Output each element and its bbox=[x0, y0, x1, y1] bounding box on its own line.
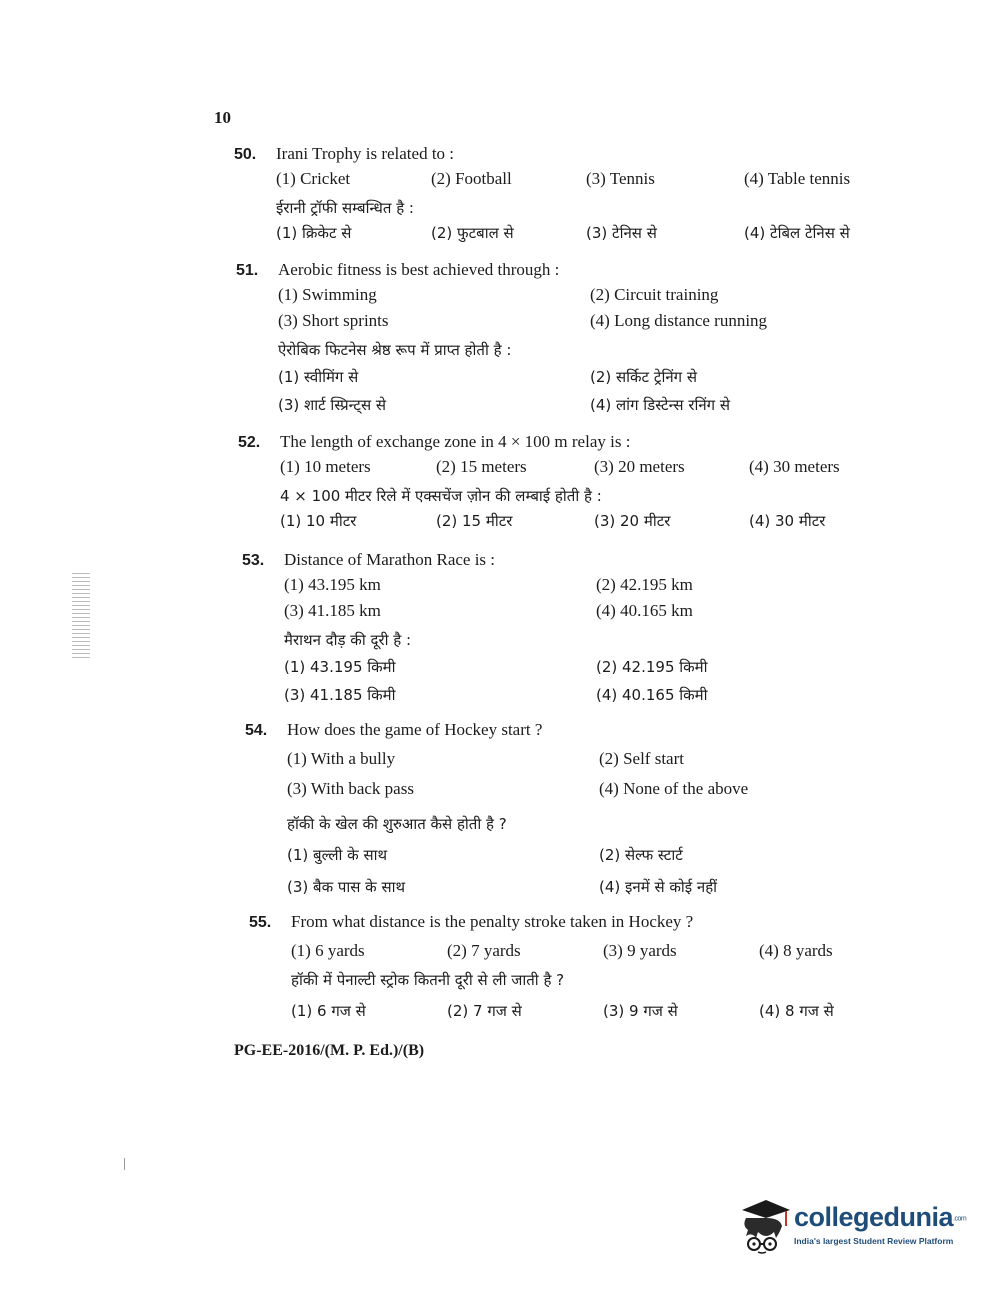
option-4-hi: (4) इनमें से कोई नहीं bbox=[599, 878, 718, 896]
paper-code: PG-EE-2016/(M. P. Ed.)/(B) bbox=[234, 1042, 425, 1059]
option-4-en: (4) 8 yards bbox=[759, 941, 833, 960]
option-2-en: (2) Football bbox=[431, 169, 512, 188]
option-1-en: (1) 10 meters bbox=[280, 457, 371, 476]
option-3-hi: (3) 41.185 किमी bbox=[284, 686, 396, 704]
question-number: 53. bbox=[242, 552, 265, 569]
option-4-en: (4) Table tennis bbox=[744, 169, 851, 188]
question-number: 55. bbox=[249, 914, 272, 931]
question-text-hi: हॉकी में पेनाल्टी स्ट्रोक कितनी दूरी से ली जाती है ? bbox=[291, 971, 565, 989]
option-3-hi: (3) शार्ट स्प्रिन्ट्स से bbox=[278, 396, 387, 414]
option-4-hi: (4) लांग डिस्टेन्स रनिंग से bbox=[590, 396, 731, 414]
option-1-hi: (1) 10 मीटर bbox=[280, 512, 357, 530]
question-number: 52. bbox=[238, 434, 261, 451]
question-text-en: How does the game of Hockey start ? bbox=[287, 720, 543, 739]
question-text-hi: 4 × 100 मीटर रिले में एक्सचेंज ज़ोन की लम्बाई होती है : bbox=[280, 487, 602, 505]
option-2-en: (2) 7 yards bbox=[447, 941, 521, 960]
question-text-hi: ईरानी ट्रॉफी सम्बन्धित है : bbox=[276, 199, 414, 217]
question-52 bbox=[238, 430, 888, 537]
option-1-hi: (1) 43.195 किमी bbox=[284, 658, 396, 676]
question-55 bbox=[249, 910, 899, 1027]
question-53 bbox=[242, 548, 892, 711]
option-4-en: (4) 40.165 km bbox=[596, 601, 693, 620]
option-1-en: (1) With a bully bbox=[287, 749, 396, 768]
option-2-hi: (2) सेल्फ स्टार्ट bbox=[599, 846, 683, 864]
option-2-en: (2) Self start bbox=[599, 749, 684, 768]
question-50 bbox=[234, 142, 884, 249]
option-3-hi: (3) टेनिस से bbox=[586, 224, 657, 242]
option-1-hi: (1) क्रिकेट से bbox=[276, 224, 352, 242]
option-3-en: (3) 20 meters bbox=[594, 457, 685, 476]
option-4-en: (4) 30 meters bbox=[749, 457, 840, 476]
option-2-hi: (2) फुटबाल से bbox=[431, 224, 514, 242]
question-text-en: From what distance is the penalty stroke taken in Hockey ? bbox=[291, 912, 694, 931]
option-3-en: (3) Short sprints bbox=[278, 311, 389, 330]
option-4-hi: (4) 8 गज से bbox=[759, 1002, 834, 1020]
option-3-hi: (3) 20 मीटर bbox=[594, 512, 671, 530]
option-2-hi: (2) 15 मीटर bbox=[436, 512, 513, 530]
cartoon-student-icon bbox=[736, 1196, 792, 1256]
question-text-en: Distance of Marathon Race is : bbox=[284, 550, 496, 569]
option-1-en: (1) 43.195 km bbox=[284, 575, 381, 594]
question-number: 51. bbox=[236, 262, 259, 279]
logo-tagline: India's largest Student Review Platform bbox=[794, 1236, 954, 1246]
option-2-en: (2) 15 meters bbox=[436, 457, 527, 476]
option-3-hi: (3) बैक पास के साथ bbox=[287, 878, 406, 896]
question-number: 54. bbox=[245, 722, 268, 739]
question-text-hi: हॉकी के खेल की शुरुआत कैसे होती है ? bbox=[287, 815, 507, 833]
option-1-en: (1) Swimming bbox=[278, 285, 377, 304]
option-3-en: (3) Tennis bbox=[586, 169, 655, 188]
option-3-hi: (3) 9 गज से bbox=[603, 1002, 678, 1020]
option-1-en: (1) Cricket bbox=[276, 169, 351, 188]
question-text-en: Aerobic fitness is best achieved through : bbox=[278, 260, 560, 279]
option-3-en: (3) 9 yards bbox=[603, 941, 677, 960]
option-3-en: (3) With back pass bbox=[287, 779, 414, 798]
question-51 bbox=[236, 258, 886, 421]
option-4-en: (4) None of the above bbox=[599, 779, 749, 798]
option-2-hi: (2) 42.195 किमी bbox=[596, 658, 708, 676]
logo-text: collegedunia bbox=[794, 1202, 954, 1232]
option-4-en: (4) Long distance running bbox=[590, 311, 768, 330]
question-text-en: Irani Trophy is related to : bbox=[276, 144, 455, 163]
option-2-hi: (2) सर्किट ट्रेनिंग से bbox=[590, 368, 698, 386]
option-3-en: (3) 41.185 km bbox=[284, 601, 381, 620]
question-text-en: The length of exchange zone in 4 × 100 m relay is : bbox=[280, 432, 631, 451]
page-number: 10 bbox=[214, 108, 231, 127]
scan-dots bbox=[72, 570, 90, 658]
collegedunia-logo[interactable] bbox=[736, 1196, 966, 1256]
question-54 bbox=[245, 718, 895, 903]
option-2-en: (2) 42.195 km bbox=[596, 575, 693, 594]
option-4-hi: (4) टेबिल टेनिस से bbox=[744, 224, 850, 242]
option-1-hi: (1) 6 गज से bbox=[291, 1002, 366, 1020]
question-text-hi: मैराथन दौड़ की दूरी है : bbox=[284, 631, 412, 649]
question-text-hi: ऐरोबिक फिटनेस श्रेष्ठ रूप में प्राप्त होती है : bbox=[278, 341, 512, 359]
option-4-hi: (4) 30 मीटर bbox=[749, 512, 826, 530]
option-1-hi: (1) स्वीमिंग से bbox=[278, 368, 359, 386]
option-1-hi: (1) बुल्ली के साथ bbox=[287, 846, 388, 864]
scan-mark bbox=[124, 1158, 125, 1170]
option-1-en: (1) 6 yards bbox=[291, 941, 365, 960]
question-number: 50. bbox=[234, 146, 257, 163]
option-4-hi: (4) 40.165 किमी bbox=[596, 686, 708, 704]
logo-suffix: .com bbox=[953, 1215, 967, 1223]
option-2-hi: (2) 7 गज से bbox=[447, 1002, 522, 1020]
option-2-en: (2) Circuit training bbox=[590, 285, 719, 304]
